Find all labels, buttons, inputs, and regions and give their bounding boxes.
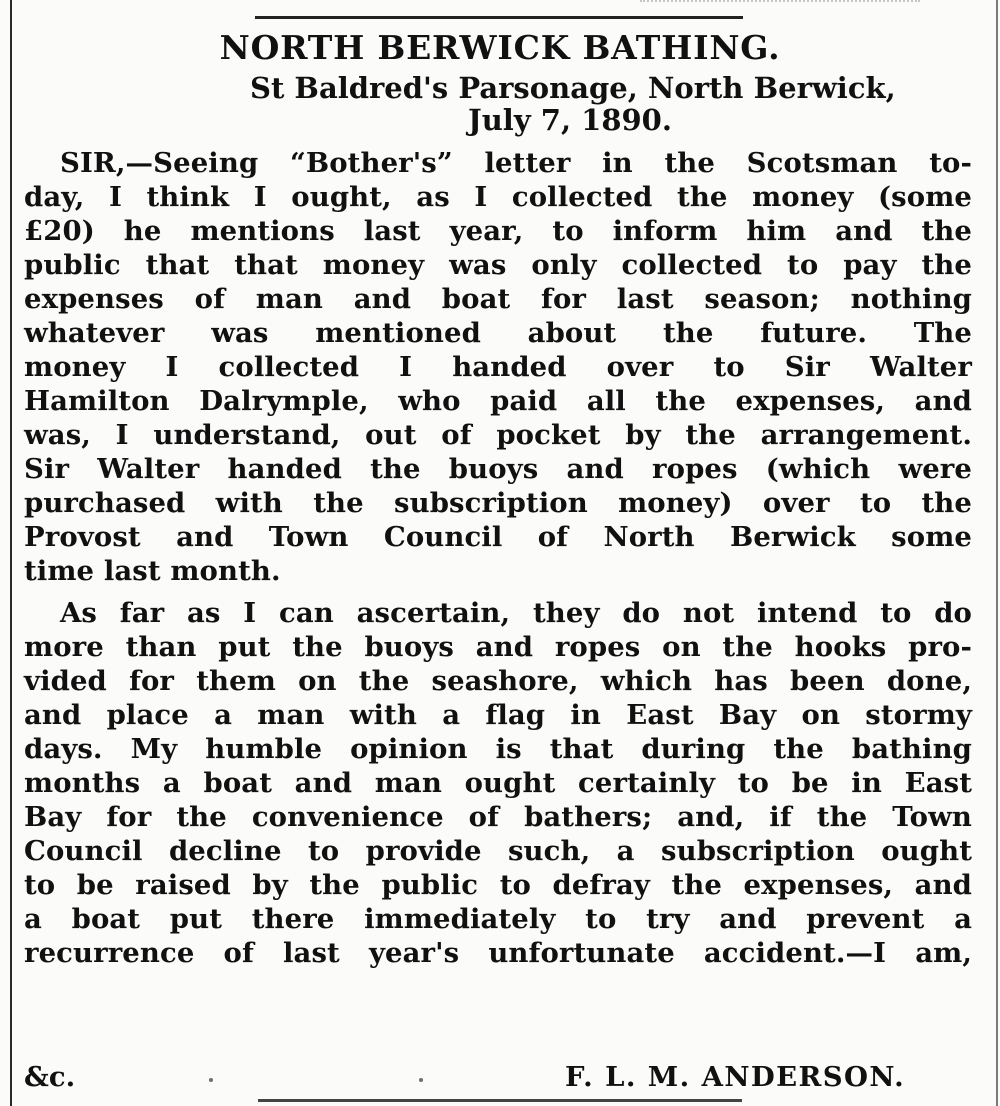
- paragraph-one-line-5: expenses of man and boat for last season; nothing: [24, 283, 972, 315]
- paragraph-two-line-5: days. My humble opinion is that during the bathing: [24, 733, 972, 765]
- right-column-rule: [996, 0, 998, 1106]
- paragraph-two-line-10: a boat put there immediately to try and prevent a: [24, 903, 972, 935]
- paragraph-two-line-4: and place a man with a flag in East Bay on stormy: [24, 699, 972, 731]
- letter-signoff: &c.: [24, 1061, 76, 1093]
- paragraph-one-line-9: was, I understand, out of pocket by the arrangement.: [24, 419, 972, 451]
- letter-address: St Baldred's Parsonage, North Berwick,: [250, 71, 896, 105]
- paragraph-two-line-2: more than put the buoys and ropes on the hooks pro-: [24, 631, 972, 663]
- paragraph-two-line-3: vided for them on the seashore, which has been done,: [24, 665, 972, 697]
- print-speck: [209, 1078, 213, 1082]
- paragraph-one-line-10: Sir Walter handed the buoys and ropes (which were: [24, 453, 972, 485]
- print-speck: [419, 1078, 423, 1082]
- paragraph-one-line-12: Provost and Town Council of North Berwick some: [24, 521, 972, 553]
- paragraph-one-line-13: time last month.: [24, 555, 281, 587]
- paragraph-one-line-6: whatever was mentioned about the future. The: [24, 317, 972, 349]
- paragraph-two-line-7: Bay for the convenience of bathers; and, if the Town: [24, 801, 972, 833]
- letter-signature: F. L. M. ANDERSON.: [565, 1061, 906, 1093]
- left-column-rule: [10, 0, 12, 1106]
- paragraph-two-line-11: recurrence of last year's unfortunate accident.—I am,: [24, 937, 972, 969]
- paragraph-two-line-6: months a boat and man ought certainly to be in East: [24, 767, 972, 799]
- paragraph-one-line-11: purchased with the subscription money) over to the: [24, 487, 972, 519]
- bottom-divider-rule: [258, 1099, 742, 1102]
- top-torn-fragment: [640, 0, 920, 10]
- paragraph-one-line-3: £20) he mentions last year, to inform him and the: [24, 215, 972, 247]
- paragraph-one-line-4: public that that money was only collected to pay the: [24, 249, 972, 281]
- paragraph-two-line-9: to be raised by the public to defray the expenses, and: [24, 869, 972, 901]
- paragraph-one-line-1: SIR,—Seeing “Bother's” letter in the Scotsman to-: [60, 147, 972, 179]
- paragraph-one-line-8: Hamilton Dalrymple, who paid all the expenses, and: [24, 385, 972, 417]
- paragraph-two-line-8: Council decline to provide such, a subscription ought: [24, 835, 972, 867]
- paragraph-one-line-2: day, I think I ought, as I collected the money (some: [24, 181, 972, 213]
- paragraph-two-line-1: As far as I can ascertain, they do not intend to do: [60, 597, 972, 629]
- paragraph-one-line-7: money I collected I handed over to Sir Walter: [24, 351, 972, 383]
- article-headline: NORTH BERWICK BATHING.: [219, 28, 781, 67]
- letter-date: July 7, 1890.: [468, 103, 672, 137]
- top-divider-rule: [255, 16, 743, 19]
